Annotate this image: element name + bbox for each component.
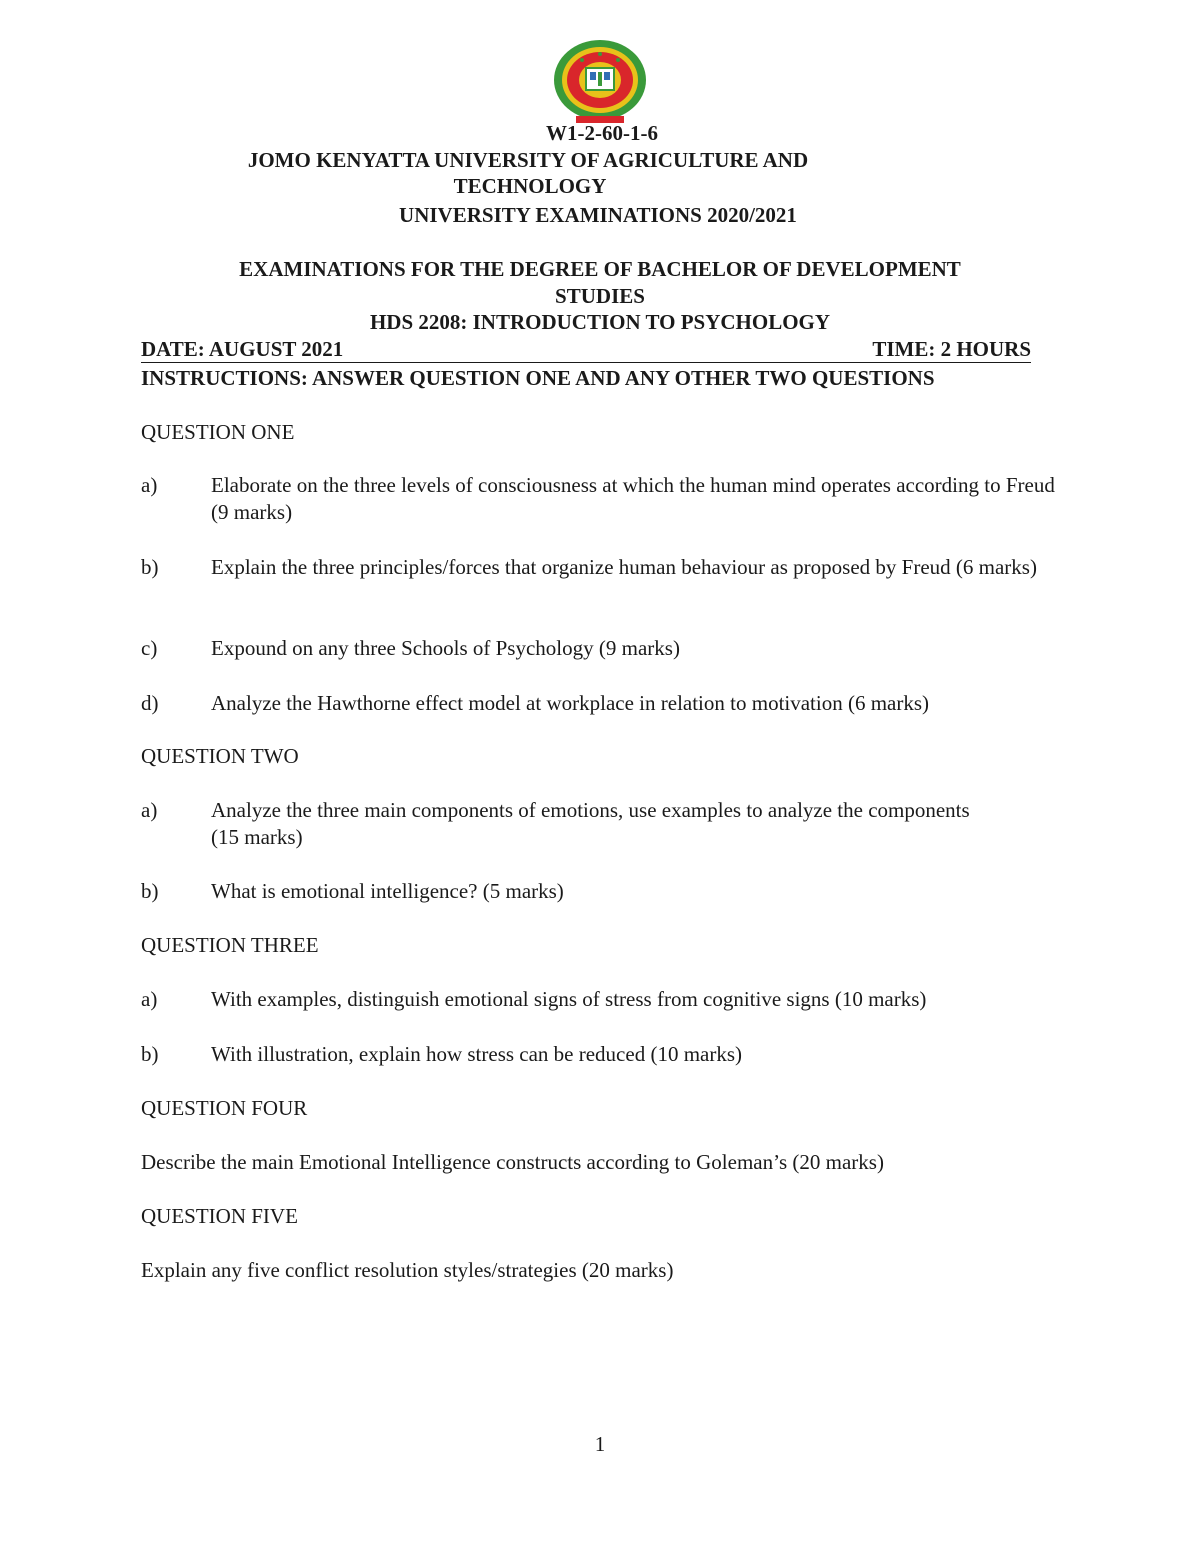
item-text: Explain the three principles/forces that organize human behaviour as proposed by Freud (6 marks) <box>211 555 1037 579</box>
question-two-title: QUESTION TWO <box>141 744 299 768</box>
exam-time: TIME: 2 HOURS <box>872 337 1031 361</box>
item-label: b) <box>141 555 159 579</box>
question-five-body: Explain any five conflict resolution styles/strategies (20 marks) <box>141 1258 674 1282</box>
item-text: Analyze the Hawthorne effect model at workplace in relation to motivation (6 marks) <box>211 691 930 715</box>
university-name-line2: TECHNOLOGY <box>453 174 607 198</box>
question-four-body: Describe the main Emotional Intelligence constructs according to Goleman’s (20 marks) <box>141 1150 884 1174</box>
item-label: c) <box>141 636 158 660</box>
item-text: With illustration, explain how stress can be reduced (10 marks) <box>211 1042 743 1066</box>
question-one-title: QUESTION ONE <box>141 420 295 444</box>
item-text: What is emotional intelligence? (5 marks) <box>211 879 564 903</box>
date-time-line <box>141 336 1031 363</box>
degree-line1: EXAMINATIONS FOR THE DEGREE OF BACHELOR OF DEVELOPMENT <box>239 257 961 281</box>
item-label: a) <box>141 798 158 822</box>
degree-line2: STUDIES <box>555 284 645 308</box>
item-label: a) <box>141 987 158 1011</box>
item-text: Elaborate on the three levels of consciousness at which the human mind operates according to Freud (9 marks) <box>211 473 1055 524</box>
exam-date: DATE: AUGUST 2021 <box>141 337 344 361</box>
question-four-title: QUESTION FOUR <box>141 1096 308 1120</box>
university-crest-icon <box>552 38 648 126</box>
item-text: Analyze the three main components of emotions, use examples to analyze the components (15 marks) <box>211 798 970 849</box>
question-five-title: QUESTION FIVE <box>141 1204 298 1228</box>
item-label: d) <box>141 691 159 715</box>
item-label: b) <box>141 1042 159 1066</box>
item-text: With examples, distinguish emotional signs of stress from cognitive signs (10 marks) <box>211 987 927 1011</box>
item-text: Expound on any three Schools of Psychology (9 marks) <box>211 636 680 660</box>
course-title: HDS 2208: INTRODUCTION TO PSYCHOLOGY <box>369 310 831 334</box>
page-number: 1 <box>594 1432 606 1456</box>
exam-title: UNIVERSITY EXAMINATIONS 2020/2021 <box>399 203 797 227</box>
item-label: b) <box>141 879 159 903</box>
exam-instructions: INSTRUCTIONS: ANSWER QUESTION ONE AND ANY OTHER TWO QUESTIONS <box>141 366 935 390</box>
item-label: a) <box>141 473 158 497</box>
university-name-line1: JOMO KENYATTA UNIVERSITY OF AGRICULTURE AND <box>247 148 809 172</box>
exam-code: W1-2-60-1-6 <box>546 121 658 145</box>
question-three-title: QUESTION THREE <box>141 933 319 957</box>
